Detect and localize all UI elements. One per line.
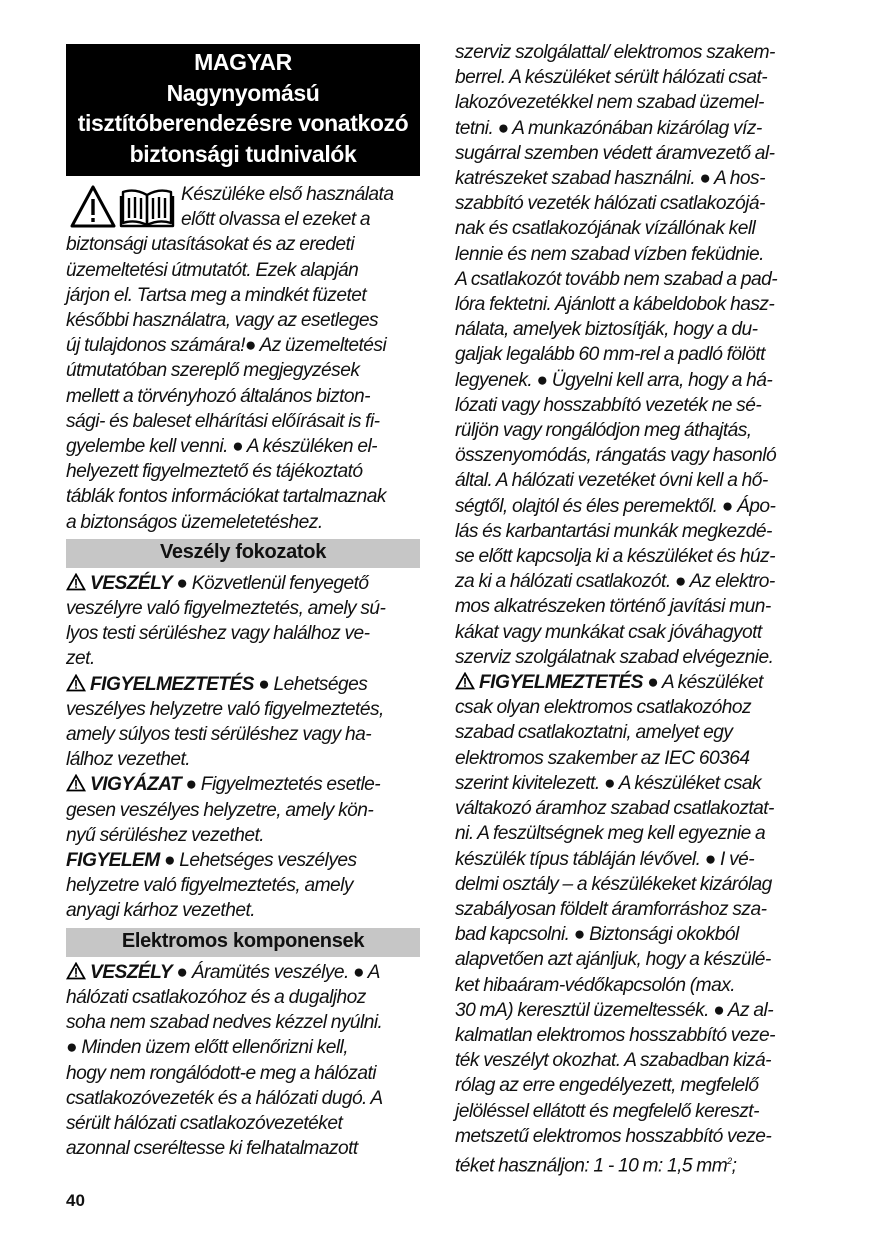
danger-item [66,571,420,596]
electrical-paragraph [66,960,420,1162]
electrical-line: soha nem szabad nedves kézzel nyúlni. [66,1012,383,1034]
section-heading-electrical: Elektromos komponensek [66,928,420,957]
electrical-line: hogy nem rongálódott-e meg a hálózati [66,1062,376,1084]
warning-triangle-icon [455,672,475,690]
section-heading-danger-levels: Veszély fokozatok [66,539,420,568]
danger-label: VESZÉLY [90,961,173,983]
body-line: alapvetően azt ajánljuk, hogy a készülé- [455,949,771,971]
danger-text: ● Lehetséges [253,673,368,695]
body-line: lóra fektetni. Ajánlott a kábeldobok hasz- [455,294,775,316]
title-line: biztonsági tudnivalók [129,140,357,167]
danger-text: ● Közvetlenül fenyegető [172,572,369,594]
page-number: 40 [66,1191,85,1210]
body-line: ket hibaáram-védőkapcsolón (max. [455,974,736,996]
body-line: nálata, amelyek biztosítják, hogy a du- [455,319,758,341]
danger-line: nyű sérüléshez vezethet. [66,824,265,846]
intro-line: helyezett figyelmeztető és tájékoztató [66,461,363,483]
body-line: lakozóvezetékkel nem szabad üzemel- [455,92,764,114]
body-line: galjak legalább 60 mm-rel a padló fölött [455,344,765,366]
body-line: sugárral szemben védett áramvezető al- [455,142,775,164]
danger-line: veszélyes helyzetre való figyelmeztetés, [66,698,384,720]
danger-levels-list [66,571,420,924]
last-line-text: téket használjon: 1 - 10 m: 1,5 mm [455,1155,728,1177]
intro-line: táblák fontos információkat tartalmaznak [66,486,386,508]
danger-item [66,772,420,797]
body-line: katrészeket szabad használni. ● A hos- [455,168,765,190]
danger-label: FIGYELEM [66,850,160,872]
body-line: lózati vagy hosszabbító vezeték ne sé- [455,394,762,416]
intro-line: Készüléke első használata [181,184,394,205]
body-line: összenyomódás, rángatás vagy hasonló [455,445,777,467]
danger-label: VIGYÁZAT [90,774,182,796]
electrical-first-line [66,960,420,985]
danger-line: lálhoz vezethet. [66,749,191,771]
intro-line: későbbi használatra, vagy az esetleges [66,310,379,332]
body-line: nak és csatlakozójának vízállónak kell [455,218,756,240]
intro-line: járjon el. Tartsa meg a mindkét füzetet [66,284,367,306]
body-line: metszetű elektromos hosszabbító veze- [455,1125,772,1147]
danger-text: ● Figyelmeztetés esetle- [181,774,381,796]
title-box [66,44,420,176]
warning-triangle-icon [72,187,114,226]
intro-line: biztonsági utasításokat és az eredeti [66,234,355,256]
right-column [455,40,813,1179]
title-line: tisztítóberendezésre vonatkozó [77,110,409,136]
warning-triangle-icon [66,674,86,692]
last-line-tail: ; [731,1155,737,1177]
body-line: legyenek. ● Ügyelni kell arra, hogy a há- [455,369,773,391]
body-line: se előtt kapcsolja ki a készüléket és húz- [455,546,776,568]
electrical-line: csatlakozóvezeték és a hálózati dugó. A [66,1087,383,1109]
danger-line: veszélyre való figyelmeztetés, amely sú- [66,598,386,620]
warning-and-manual-icons [69,184,181,230]
body-line: által. A hálózati vezetéket óvni kell a hő- [455,470,768,492]
body-line-last [455,1149,813,1179]
body-line: ték veszélyt okozhat. A szabadban kizá- [455,1050,771,1072]
body-line: mos alkatrészeken történő javítási mun- [455,596,771,618]
danger-item [66,672,420,697]
body-line: kákat vagy munkákat csak jóváhagyott [455,621,762,643]
body-line: szabbító vezeték hálózati csatlakozójá- [455,193,765,215]
electrical-text: ● Áramütés veszélye. ● A [172,961,380,983]
electrical-line: azonnal cseréltesse ki felhatalmazott [66,1138,358,1160]
body-line: ségtől, olajtól és éles peremektől. ● Ápo- [455,495,776,517]
body-line: ni. A feszültségnek meg kell egyeznie a [455,823,766,845]
body-line: A csatlakozót tovább nem szabad a pad- [455,268,778,290]
language-label: MAGYAR [194,49,292,75]
intro-line: előtt olvassa el ezeket a [181,209,371,231]
body-line: rólag az erre engedélyezett, megfelelő [455,1075,759,1097]
warning-triangle-icon [66,573,86,591]
superscript: 2 [727,1155,732,1166]
intro-line: a biztonságos üzemeletetéshez. [66,511,323,533]
body-line: szerviz szolgálattal/ elektromos szakem- [455,42,775,63]
body-line: szabad csatlakoztatni, amelyet egy [455,722,733,744]
body-line: rüljön vagy rongálódjon meg áthajtás, [455,420,752,442]
body-line: szabályosan földelt áramforráshoz sza- [455,898,767,920]
electrical-line: sérült hálózati csatlakozóvezetéket [66,1112,343,1134]
body-line: elektromos szakember az IEC 60364 [455,747,750,769]
body-line: szerint kivitelezett. ● A készüléket csak [455,772,762,794]
danger-line: anyagi kárhoz vezethet. [66,900,256,922]
body-line: kalmatlan elektromos hosszabbító veze- [455,1024,775,1046]
intro-line: gyelembe kell venni. ● A készüléken el- [66,436,378,458]
electrical-line: ● Minden üzem előtt ellenőrizni kell, [66,1037,349,1059]
body-line: váltakozó áramhoz szabad csatlakoztat- [455,798,774,820]
danger-label: VESZÉLY [90,572,173,594]
intro-paragraph [66,182,420,535]
intro-line: új tulajdonos számára!● Az üzemeltetési [66,335,387,357]
danger-item [66,848,420,873]
danger-text: ● Lehetséges veszélyes [159,850,357,872]
body-line: 30 mA) keresztül üzemeltessék. ● Az al- [455,999,774,1021]
danger-line: zet. [66,648,95,670]
body-line: za ki a hálózati csatlakozót. ● Az elektro- [455,571,775,593]
danger-line: helyzetre való figyelmeztetés, amely [66,875,353,897]
danger-label: FIGYELMEZTETÉS [90,673,254,695]
danger-line: gesen veszélyes helyzetre, amely kön- [66,799,374,821]
title-line: Nagynyomású [166,79,320,106]
body-line: szerviz szolgálatnak szabad elvégeznie. [455,646,774,668]
body-line: berrel. A készüléket sérült hálózati csat- [455,67,768,89]
body-line: lennie és nem szabad vízben feküdnie. [455,243,764,265]
body-line: készülék típus tábláján lévővel. ● I vé- [455,848,755,870]
danger-line: amely súlyos testi sérüléshez vagy ha- [66,724,372,746]
warning-triangle-icon [66,774,86,792]
intro-line: sági- és baleset elhárítási előírásait is fi- [66,410,380,432]
intro-line: mellett a törvényhozó általános bizton- [66,385,370,407]
body-line: tetni. ● A munkazónában kizárólag víz- [455,117,762,139]
danger-line: lyos testi sérüléshez vagy halálhoz ve- [66,623,370,645]
left-column [66,44,420,1161]
warning-triangle-icon [66,962,86,980]
body-line: lás és karbantartási munkák megkezdé- [455,520,772,542]
body-line: bad kapcsolni. ● Biztonsági okokból [455,924,739,946]
body-line: jelöléssel ellátott és megfelelő kereszt- [455,1100,759,1122]
body-line: delmi osztály – a készülékeket kizárólag [455,873,772,895]
body-line: csak olyan elektromos csatlakozóhoz [455,697,751,719]
open-book-icon [121,191,173,226]
electrical-line: hálózati csatlakozóhoz és a dugaljhoz [66,986,366,1008]
warning-line [455,670,813,695]
intro-line: útmutatóban szereplő megjegyzések [66,360,360,382]
danger-label: FIGYELMEZTETÉS [479,672,643,694]
warning-text: ● A készüléket [642,672,763,694]
intro-line: üzemeltetési útmutatót. Ezek alapján [66,259,359,281]
